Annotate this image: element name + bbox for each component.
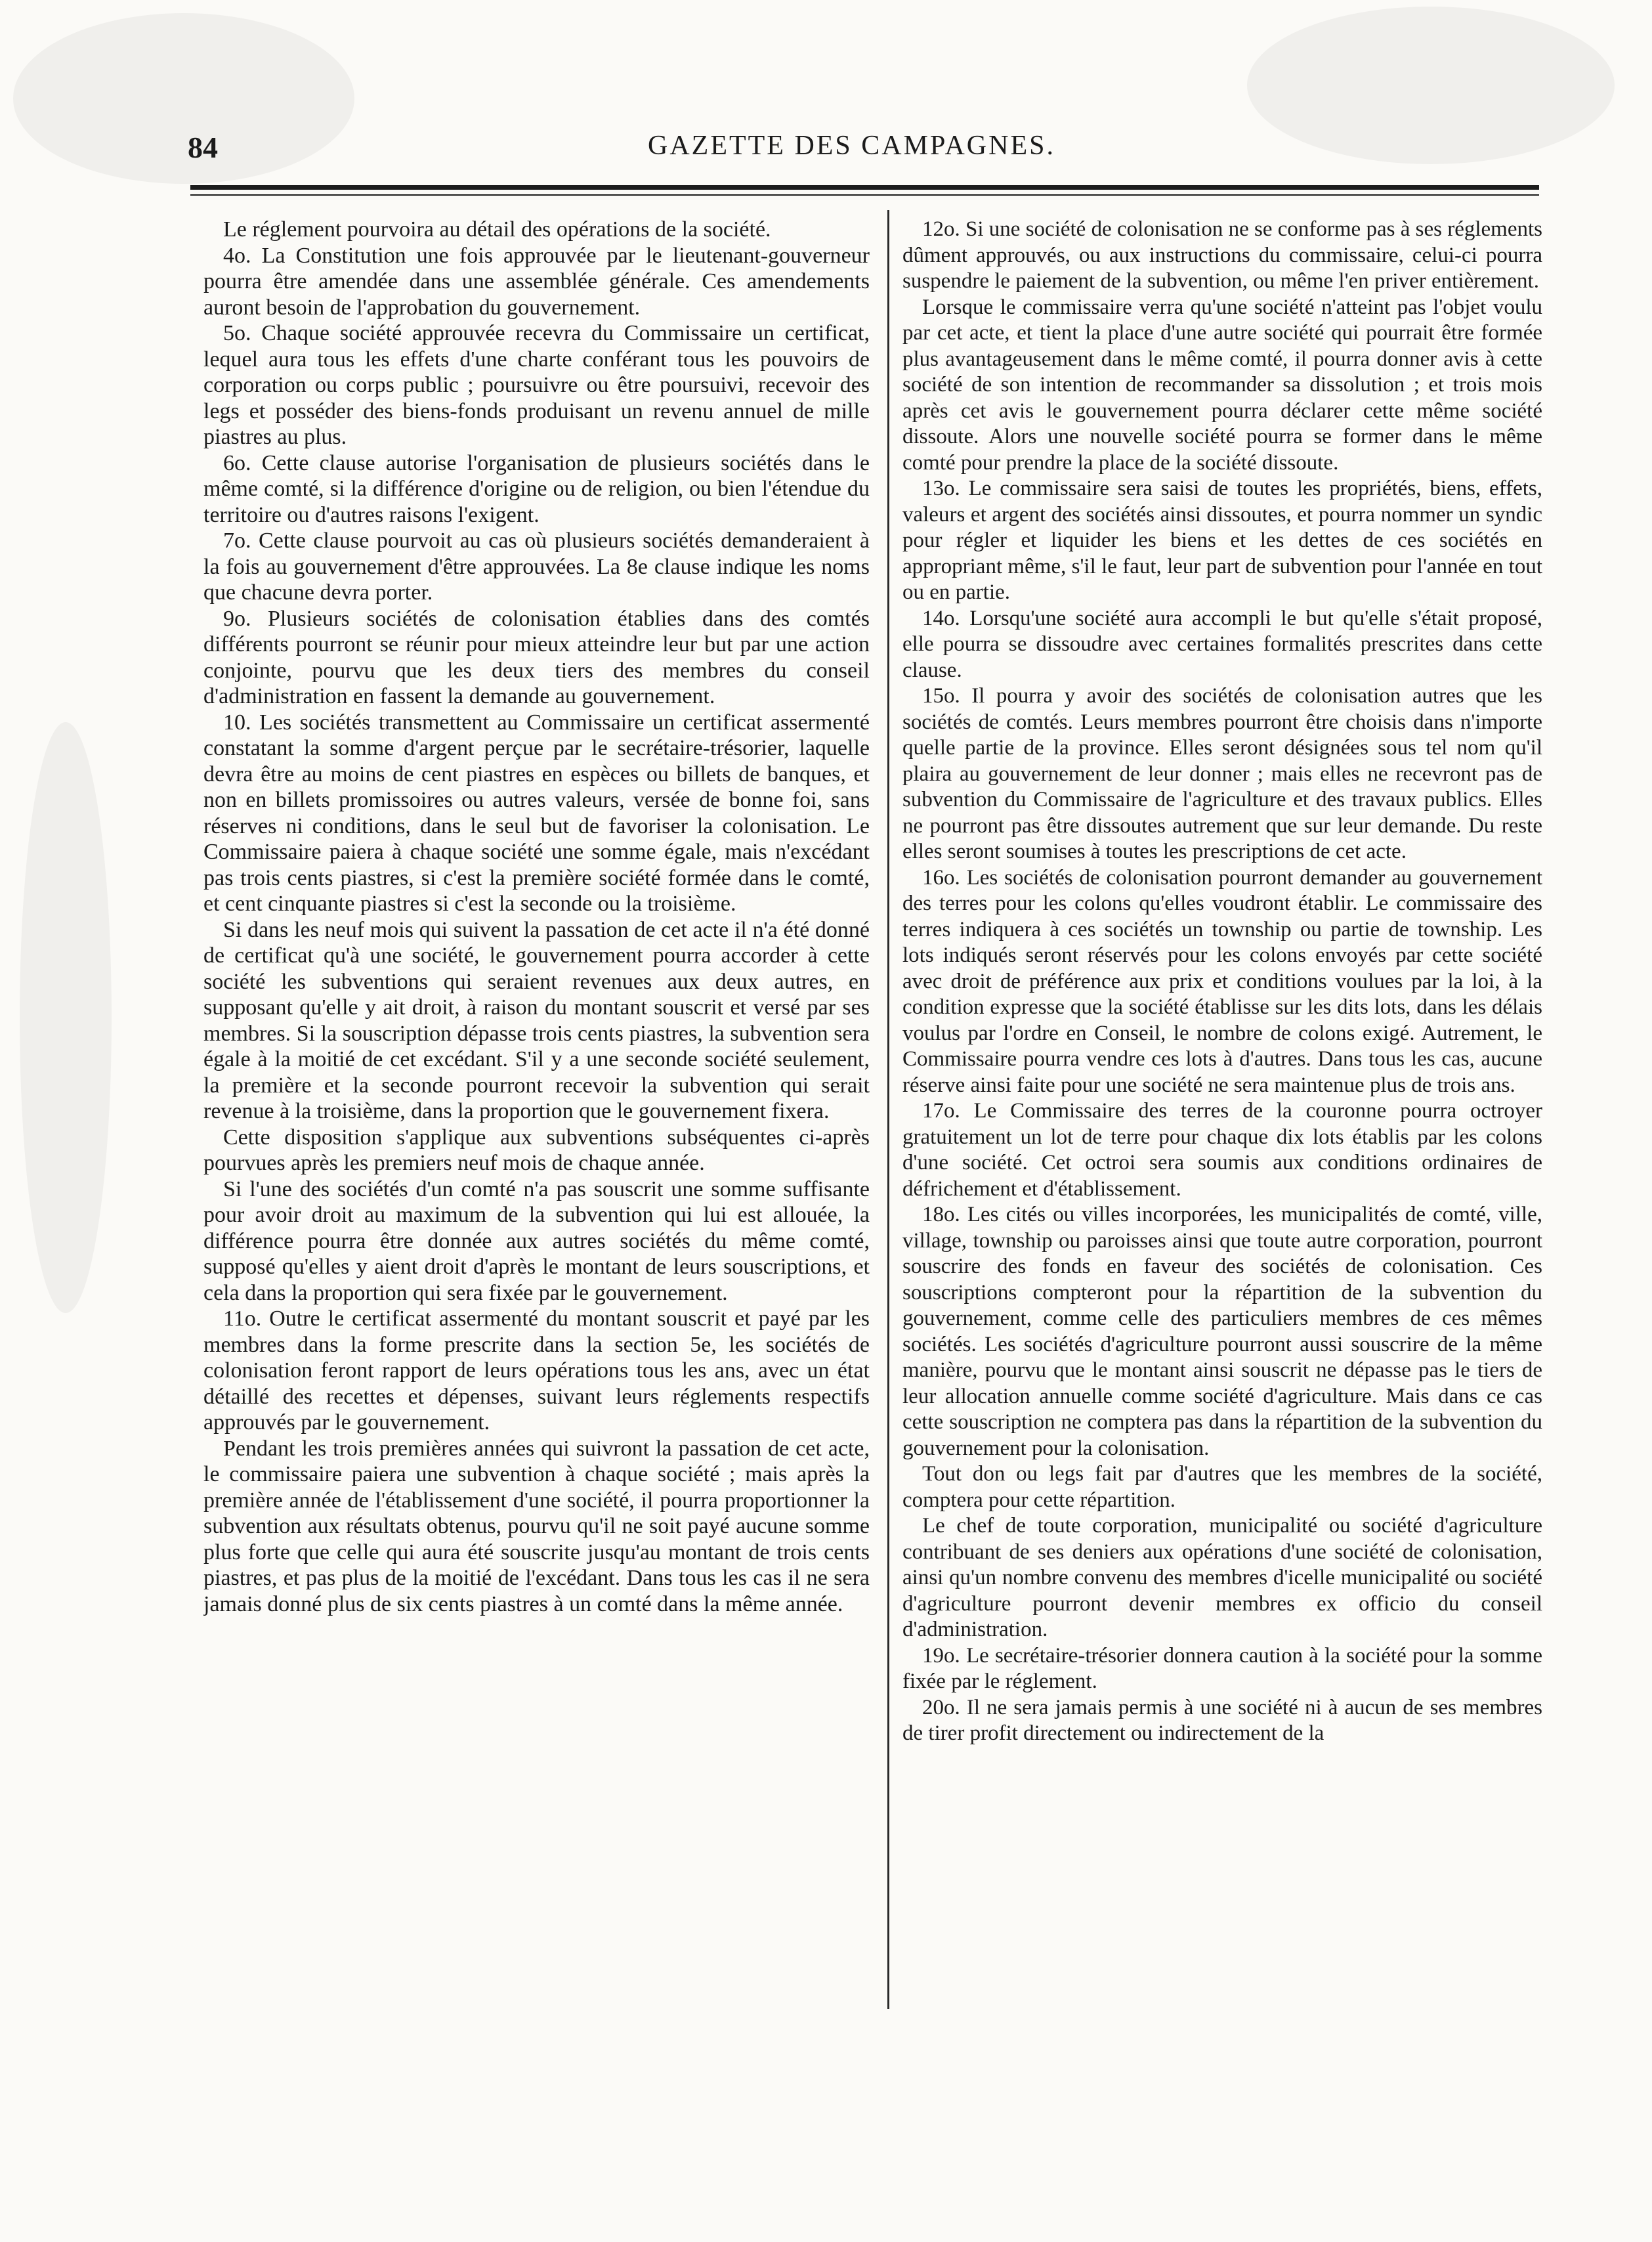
paragraph: 5o. Chaque société approuvée recevra du Commissaire un certificat, lequel aura tous les effets d'une charte conférant tous les pouvoirs de corporation ou corps public ; poursuivre ou être poursuivi, recevoir des legs et posséder des biens-fonds produisant un revenu annuel de mille piastres au plus. xyxy=(203,321,870,449)
paragraph: 17o. Le Commissaire des terres de la couronne pourra octroyer gratuitement un lot de terre pour chaque dix lots établis par les colons d'une société. Cet octroi sera soumis aux conditions ordinaires de défrichement et d'établissement. xyxy=(902,1099,1542,1201)
paragraph: 20o. Il ne sera jamais permis à une société ni à aucun de ses membres de tirer profit directement ou indirectement de la xyxy=(902,1695,1542,1745)
paragraph: 10. Les sociétés transmettent au Commissaire un certificat assermenté constatant la somme d'argent perçue par le secrétaire-trésorier, laquelle devra être au moins de cent piastres en espèces ou billets de banques, et non en billets promissoires ou autres valeurs, versée de bonne foi, sans réserves ni conditions, dans le seul but de favoriser la colonisation. Le Commissaire paiera à chaque société une somme égale, mais n'excédant pas trois cents piastres, si c'est la première société formée dans le comté, et cent cinquante piastres si c'est la seconde ou la troisième. xyxy=(203,710,870,916)
running-title: GAZETTE DES CAMPAGNES. xyxy=(648,131,1055,161)
left-column xyxy=(203,217,870,1989)
page-number: 84 xyxy=(188,131,218,164)
paragraph: Le réglement pourvoira au détail des opérations de la société. xyxy=(223,217,771,242)
paragraph: 6o. Cette clause autorise l'organisation de plusieurs sociétés dans le même comté, si la différence d'origine ou de religion, ou bien l'étendue du territoire ou d'autres raisons l'exigent. xyxy=(203,450,870,527)
paragraph: 18o. Les cités ou villes incorporées, les municipalités de comté, ville, village, township ou paroisses ainsi que toute autre corporation, pourront souscrire des fonds en faveur des sociétés de colonisation. Ces souscriptions compteront pour la répartition de la subvention du gouvernement, comme celle des particuliers membres de ces mêmes sociétés. Les sociétés d'agriculture pourront aussi souscrire de la même manière, pourvu que le montant ainsi souscrit ne dépasse pas le tiers de leur allocation annuelle comme société d'agriculture. Mais dans ce cas cette souscription ne comptera pas dans la répartition de la subvention du gouvernement pour la colonisation. xyxy=(902,1203,1542,1460)
paragraph: 13o. Le commissaire sera saisi de toutes les propriétés, biens, effets, valeurs et argent des sociétés ainsi dissoutes, et pourra nommer un syndic pour régler et liquider les biens et les dettes de ces sociétés en appropriant même, s'il le faut, leur part de subvention pour l'année en tout ou en partie. xyxy=(902,477,1542,604)
paragraph: Lorsque le commissaire verra qu'une société n'atteint pas l'objet voulu par cet acte, et tient la place d'une autre société qui pourrait être formée plus avantageusement dans le même comté, il pourra donner avis à cette société de son intention de recommander sa dissolution ; et trois mois après cet avis le gouvernement pourra déclarer cette même société dissoute. Alors une nouvelle société pourra se former dans le même comté pour prendre la place de la société dissoute. xyxy=(902,295,1542,475)
paragraph: 14o. Lorsqu'une société aura accompli le but qu'elle s'était proposé, elle pourra se dissoudre avec certaines formalités prescrites dans cette clause. xyxy=(902,606,1542,682)
paragraph: 16o. Les sociétés de colonisation pourront demander au gouvernement des terres pour les colons qu'elles voudront établir. Le commissaire des terres indiquera à ces sociétés un township ou partie de township. Les lots indiqués seront réservés pour les colons envoyés par cette société avec droit de préférence aux prix et conditions voulues par la loi, à la condition expresse que la société établisse sur les dits lots, dans les délais voulus par l'ordre en Conseil, le nombre de colons exigé. Autrement, le Commissaire pourra vendre ces lots à d'autres. Dans tous les cas, aucune réserve ainsi faite pour une société ne sera maintenue plus de trois ans. xyxy=(902,865,1542,1097)
paragraph: 9o. Plusieurs sociétés de colonisation établies dans des comtés différents pourront se réunir pour mieux atteindre leur but par une action conjointe, pourvu que les deux tiers des membres du conseil d'administration en fassent la demande au gouvernement. xyxy=(203,606,870,708)
paragraph: 19o. Le secrétaire-trésorier donnera caution à la société pour la somme fixée par le réglement. xyxy=(902,1643,1542,1693)
paragraph: Tout don ou legs fait par d'autres que les membres de la société, comptera pour cette répartition. xyxy=(902,1462,1542,1512)
paragraph: 12o. Si une société de colonisation ne se conforme pas à ses réglements dûment approuvés, ou aux instructions du commissaire, celui-ci pourra suspendre le paiement de la subvention, ou même l'en priver entièrement. xyxy=(902,217,1542,293)
paragraph: 4o. La Constitution une fois approuvée par le lieutenant-gouverneur pourra être amendée dans une assemblée générale. Ces amendements auront besoin de l'approbation du gouvernement. xyxy=(203,243,870,320)
print-smudge xyxy=(20,722,112,1313)
paragraph: Cette disposition s'applique aux subventions subséquentes ci-après pourvues après les premiers neuf mois de chaque année. xyxy=(203,1125,870,1175)
header-rule-thick xyxy=(190,185,1539,190)
page-header xyxy=(164,130,1539,169)
paragraph: Si dans les neuf mois qui suivent la passation de cet acte il n'a été donné de certificat qu'à une société, le gouvernement pourra accorder à cette société les subventions qui seraient revenues aux deux autres, en supposant qu'elle y ait droit, à raison du montant souscrit et versé par ses membres. Si la souscription dépasse trois cents piastres, la subvention sera égale à la moitié de cet excédant. S'il y a une seconde société seulement, la première et la seconde pourront recevoir la subvention qui serait revenue à la troisième, dans la proportion que le gouvernement fixera. xyxy=(203,917,870,1123)
paragraph: Le chef de toute corporation, municipalité ou société d'agriculture contribuant de ses deniers aux opérations d'une société de colonisation, ainsi qu'un nombre convenu des membres d'icelle municipalité ou société d'agriculture pourront devenir membres ex officio du conseil d'administration. xyxy=(902,1514,1542,1641)
paragraph: Si l'une des sociétés d'un comté n'a pas souscrit une somme suffisante pour avoir droit au maximum de la subvention qui lui est allouée, la différence pourra être donnée aux autres sociétés du même comté, supposé qu'elles y aient droit d'après le montant de leurs souscriptions, et cela dans la proportion qui sera fixée par le gouvernement. xyxy=(203,1176,870,1305)
column-divider xyxy=(887,210,889,2009)
paragraph: 11o. Outre le certificat assermenté du montant souscrit et payé par les membres dans la forme prescrite dans la section 5e, les sociétés de colonisation feront rapport de leurs opérations tous les ans, avec un état détaillé des recettes et dépenses, suivant leurs réglements respectifs approuvés par le gouvernement. xyxy=(203,1306,870,1434)
right-column xyxy=(902,217,1542,1989)
paragraph: 15o. Il pourra y avoir des sociétés de colonisation autres que les sociétés de comtés. Leurs membres pourront être choisis dans n'importe quelle partie de la province. Elles seront désignées sous tel nom qu'il plaira au gouvernement de leur donner ; mais elles ne recevront pas de subvention du Commissaire de l'agriculture et des travaux publics. Elles ne pourront pas être dissoutes autrement que sur leur demande. Du reste elles seront soumises à toutes les prescriptions de cet acte. xyxy=(902,684,1542,863)
paragraph: 7o. Cette clause pourvoit au cas où plusieurs sociétés demanderaient à la fois au gouvernement d'être approuvées. La 8e clause indique les noms que chacune devra porter. xyxy=(203,528,870,605)
header-rule-thin xyxy=(190,194,1539,196)
paragraph: Pendant les trois premières années qui suivront la passation de cet acte, le commissaire paiera une subvention à chaque société ; mais après la première année de l'établissement d'une société, il pourra proportionner la subvention aux résultats obtenus, pourvu qu'il ne soit payé aucune somme plus forte que celle qui aura été souscrite jusqu'au montant de trois cents piastres, et pas plus de la moitié de l'excédant. Dans tous les cas il ne sera jamais donné plus de six cents piastres à un comté dans la même année. xyxy=(203,1436,870,1616)
